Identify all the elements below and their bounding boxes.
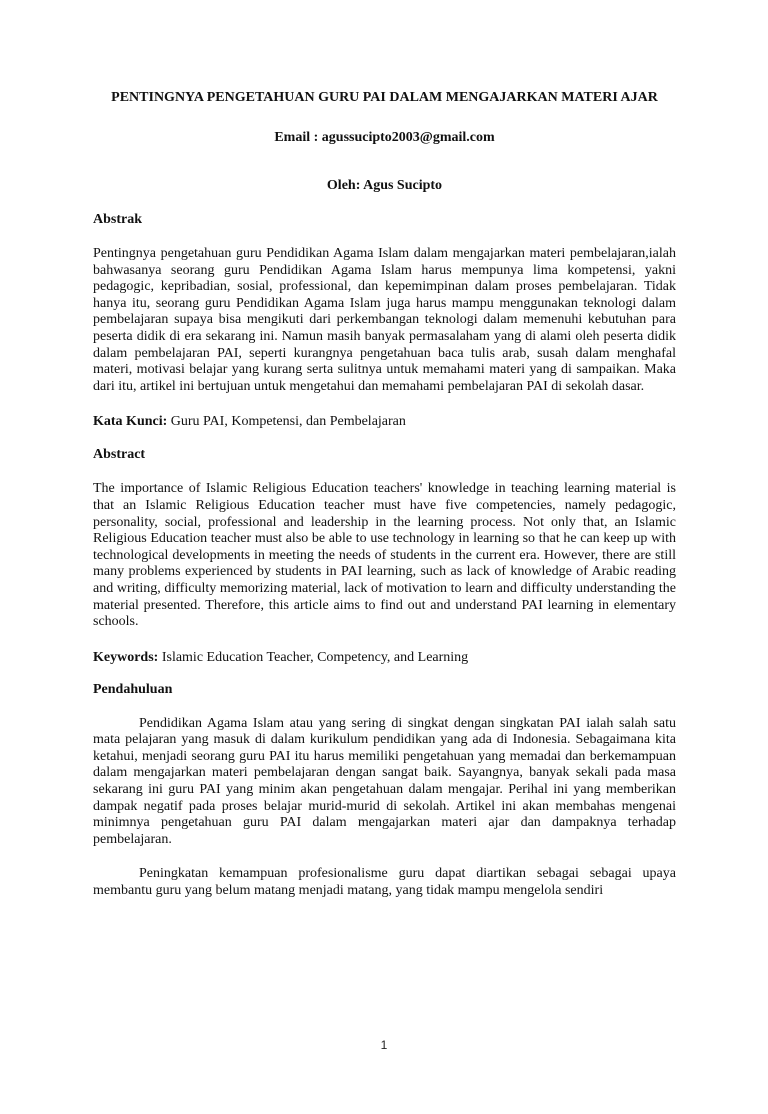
author-email: Email : agussucipto2003@gmail.com: [274, 130, 495, 145]
kata-kunci-label: Kata Kunci:: [93, 414, 168, 430]
author-line: Oleh: Agus Sucipto: [326, 178, 443, 193]
document-title: PENTINGNYA PENGETAHUAN GURU PAI DALAM MENGAJARKAN MATERI AJAR: [111, 90, 658, 105]
pendahuluan-paragraph-2: Peningkatan kemampuan profesionalisme guru dapat diartikan sebagai sebagai upaya membantu guru yang belum matang menjadi matang, yang tidak mampu mengelola sendiri: [93, 866, 676, 899]
pendahuluan-heading: Pendahuluan: [93, 681, 173, 697]
keywords-value: Islamic Education Teacher, Competency, and Learning: [158, 649, 469, 665]
abstract-body: The importance of Islamic Religious Education teachers' knowledge in teaching learning material is that an Islamic Religious Education teacher must have five competencies, namely pedagogic, personality, social, professional and leadership in the learning process. Not only that, an Islamic Religious Education teacher must also be able to use technology in learning so that he can keep up with technological developments in meeting the needs of students in the current era. However, there are still many problems experienced by students in PAI learning, such as lack of knowledge of Arabic reading and writing, difficulty memorizing material, lack of motivation to learn and difficulty understanding the material presented. Therefore, this article aims to find out and understand PAI learning in elementary schools.: [93, 481, 676, 630]
page-number: 1: [380, 1038, 388, 1052]
abstract-heading: Abstract: [93, 447, 146, 463]
document-page: [0, 90, 768, 1114]
kata-kunci-value: Guru PAI, Kompetensi, dan Pembelajaran: [167, 414, 406, 430]
pendahuluan-paragraph-1: Pendidikan Agama Islam atau yang sering di singkat dengan singkatan PAI ialah salah satu mata pelajaran yang masuk di dalam kurikulum pendidikan yang ada di Indonesia. Sebagaimana kita ketahui, menjadi seorang guru PAI itu harus memiliki pengetahuan yang memadai dan berkemampuan dalam mengajarkan materi pembelajaran dengan sangat baik. Sayangnya, banyak sekali pada masa sekarang ini guru PAI yang minim akan pengetahuan dalam mengajar. Perihal ini yang memberikan dampak negatif pada proses belajar murid-murid di sekolah. Artikel ini akan membahas mengenai minimnya pengetahuan guru PAI dalam mengajarkan materi ajar dan dampaknya terhadap pembelajaran.: [93, 715, 676, 847]
abstrak-body: Pentingnya pengetahuan guru Pendidikan Agama Islam dalam mengajarkan materi pembelajaran,ialah bahwasanya seorang guru Pendidikan Agama Islam harus mempunya lima kompetensi, yakni pedagogic, kepribadian, sosial, professional, dan kepemimpinan dalam proses pembelajaran. Tidak hanya itu, seorang guru Pendidikan Agama Islam juga harus mampu menggunakan teknologi dalam pembelajaran supaya bisa mengikuti dari perkembangan teknologi dalam memenuhi kebutuhan para peserta didik di era sekarang ini. Namun masih banyak permasalaham yang di alami oleh peserta didik dalam pembelajaran PAI, seperti kurangnya pengetahuan baca tulis arab, susah dalam menghafal materi, motivasi belajar yang kurang serta sulitnya untuk memahami materi yang di sampaikan. Maka dari itu, artikel ini bertujuan untuk mengetahui dan memahami pembelajaran PAI di sekolah dasar.: [93, 246, 676, 394]
keywords-line: [93, 650, 676, 666]
keywords-label: Keywords:: [93, 649, 159, 665]
abstrak-heading: Abstrak: [93, 212, 143, 227]
kata-kunci-line: [93, 414, 676, 430]
